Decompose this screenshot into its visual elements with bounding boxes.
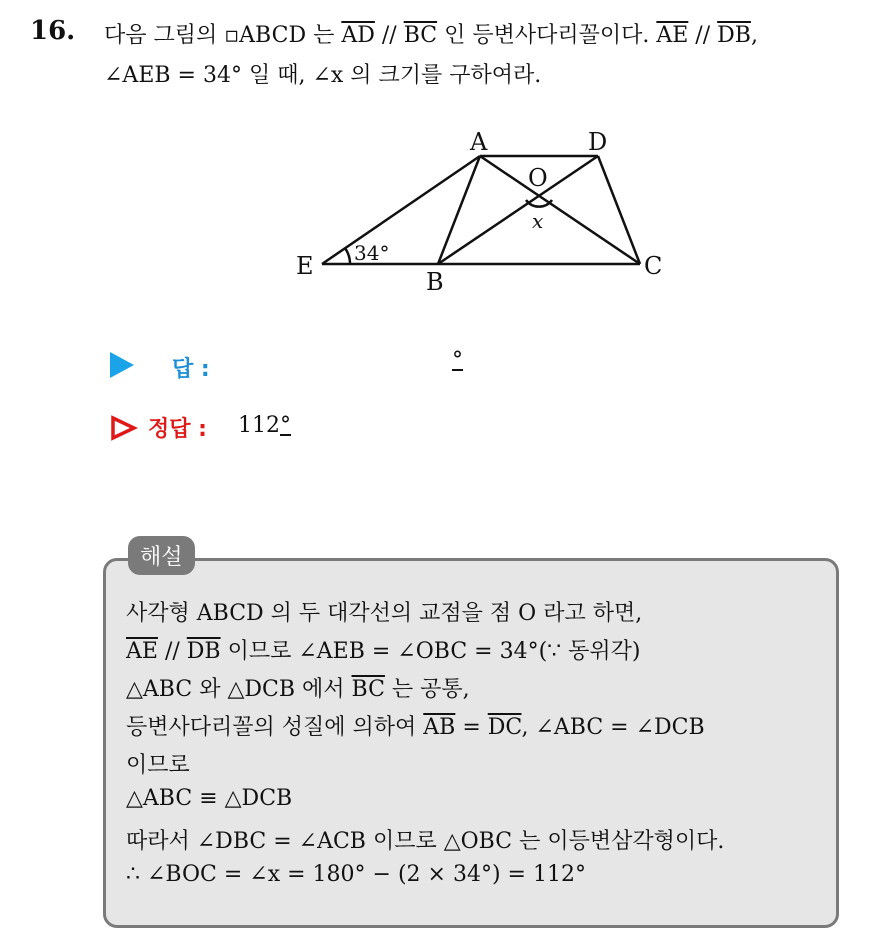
solution-line-8: ∴ ∠BOC = ∠x = 180° − (2 × 34°) = 112° (126, 862, 586, 887)
solution-tag: 해설 (128, 536, 195, 575)
label-d: D (588, 128, 608, 156)
trapezoid-figure (280, 122, 700, 302)
solution-line-6: △ABC ≡ △DCB (126, 786, 293, 811)
answer-label: 답 : (172, 357, 210, 382)
question-number: 16. (30, 16, 76, 46)
label-angle-34: 34° (354, 241, 390, 265)
answer-blank[interactable]: ° (452, 348, 463, 373)
segment-bc: $\overline{BC}$ (403, 23, 438, 48)
solution-line-1: 사각형 ABCD 의 두 대각선의 교점을 점 O 라고 하면, (126, 601, 643, 626)
line-ab (438, 156, 480, 264)
correct-value: 112° (238, 413, 291, 438)
label-x: x (532, 209, 544, 233)
solution-line-3: △ABC 와 △DCB 에서 $\overline{BC}$ 는 공통, (126, 677, 470, 702)
segment-ad: $\overline{AD}$ (341, 23, 375, 48)
angle-arc-e (345, 248, 350, 264)
correct-arrow-icon (110, 415, 138, 441)
label-o: O (528, 164, 548, 192)
label-c: C (644, 252, 663, 280)
solution-line-7: 따라서 ∠DBC = ∠ACB 이므로 △OBC 는 이등변삼각형이다. (126, 829, 725, 854)
segment-db: $\overline{DB}$ (717, 23, 751, 48)
solution-line-5: 이므로 (126, 753, 190, 778)
segment-ae: $\overline{AE}$ (656, 23, 689, 48)
question-line-1: 다음 그림의 ▫ABCD 는 $\overline{AD} // \overline{BC}$ 인 등변사다리꼴이다. $\overline{AE} // \overline{DB}$, (104, 23, 758, 48)
correct-label: 정답 : (148, 417, 207, 442)
label-b: B (426, 268, 444, 296)
line-db (438, 156, 598, 264)
label-e: E (296, 252, 314, 280)
line-dc (598, 156, 640, 264)
label-a: A (470, 128, 488, 156)
question-line-2: ∠AEB = 34° 일 때, ∠x 의 크기를 구하여라. (104, 63, 542, 88)
solution-line-2: $\overline{AE} // \overline{DB}$ 이므로 ∠AEB = ∠OBC = 34°(∵ 동위각) (126, 639, 641, 664)
solution-line-4: 등변사다리꼴의 성질에 의하여 $\overline{AB} = \overline{DC}$, ∠ABC = ∠DCB (126, 715, 705, 740)
line-ac (480, 156, 640, 264)
answer-arrow-icon (110, 352, 134, 378)
